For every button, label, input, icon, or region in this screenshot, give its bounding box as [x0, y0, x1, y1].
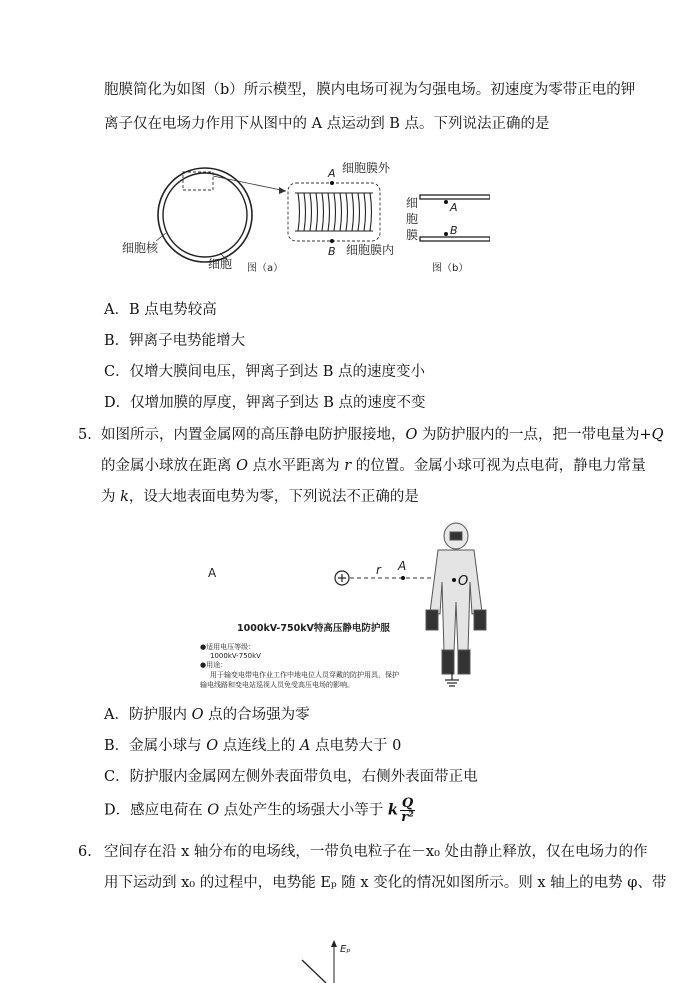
q4-option-c: C．仅增大膜间电压，钾离子到达 B 点的速度变小 [104, 364, 425, 380]
q4-text-line1: 胞膜简化为如图（b）所示模型，膜内电场可视为匀强电场。初速度为零带正电的钾 [104, 82, 636, 98]
bullet-icon: ● [200, 643, 207, 651]
bullet-icon: ● [200, 661, 207, 669]
voltage-head: 适用电压等级： [206, 643, 256, 651]
q5-option-a: A．防护服内 O 点的合场强为零 [104, 707, 310, 723]
membrane-char-3: 膜 [406, 228, 419, 242]
fig-b-point-a: A [450, 201, 458, 214]
q5-line1: 如图所示，内置金属网的高压静电防护服接地，O 为防护服内的一点，把一带电量为+Q [101, 427, 664, 443]
point-b-label: B [328, 245, 336, 258]
q5-fraction: $\frac{Q}{\text{r²}}$ [401, 796, 414, 825]
cell-inner-circle [163, 173, 247, 257]
usage-head: 用途： [206, 661, 228, 669]
q5-option-c: C．防护服内金属网左侧外表面带负电，右侧外表面带正电 [104, 769, 478, 785]
label-outer: 细胞膜外 [342, 161, 391, 175]
q6-line1: 空间存在沿 x 轴分布的电场线，一带负电粒子在－x₀ 处由静止释放，仅在电场力的作 [104, 844, 648, 860]
q4-option-b: B．钾离子电势能增大 [104, 333, 246, 349]
q5-number: 5. [78, 427, 92, 443]
q4-cell-membrane-figure [110, 155, 490, 280]
label-cell: 细胞 [208, 257, 233, 271]
usage-line1: 用于输变电带电作业工作中地电位人员穿戴的防护用具，保护 [210, 671, 399, 679]
q6-ep-graph [290, 938, 370, 983]
ep-axis-label: Eₚ [340, 944, 351, 955]
suit-person [426, 523, 486, 674]
voltage-value: 1000kV-750kV [210, 652, 261, 660]
q4-option-a: A．B 点电势较高 [104, 302, 217, 318]
q6-line2: 用下运动到 x₀ 的过程中，电势能 Eₚ 随 x 变化的情况如图所示。则 x 轴上的电势 φ、带 [104, 875, 667, 891]
q5-line3: 为 k，设大地表面电势为零，下列说法不正确的是 [101, 489, 419, 505]
caption-a: 图（a） [247, 263, 284, 274]
q4-text-line2: 离子仅在电场力作用下从图中的 A 点运动到 B 点。下列说法正确的是 [104, 116, 550, 132]
suit-description [200, 620, 400, 690]
q5-line2: 的金属小球放在距离 O 点水平距离为 r 的位置。金属小球可视为点电荷，静电力常量 [101, 458, 646, 474]
fig-b-point-b: B [450, 224, 458, 237]
q5-option-d: D．感应电荷在 O 点处产生的场强大小等于 k $\frac{Q}{\text{r²}}$ [104, 796, 414, 825]
lipid-bilayer [295, 193, 373, 231]
suit-title: 1000kV-750kV特高压静电防护服 [237, 623, 390, 634]
membrane-zoom-box [288, 183, 380, 241]
membrane-char-1: 细 [406, 196, 419, 210]
label-inner: 细胞膜内 [346, 243, 395, 257]
cell-outer-circle [158, 168, 252, 262]
point-a-label: A [328, 167, 336, 180]
zoom-box [183, 172, 213, 190]
q6-number: 6. [78, 844, 92, 860]
q4-option-d: D．仅增加膜的厚度，钾离子到达 B 点的速度不变 [104, 395, 426, 411]
o-label: O [458, 574, 469, 589]
membrane-char-2: 胞 [406, 212, 419, 226]
fig-side-label: A [208, 566, 217, 580]
usage-line2: 输电线路和变电站巡视人员免受高压电场的影响。 [200, 681, 354, 689]
r-label: r [376, 563, 381, 577]
caption-b: 图（b） [432, 263, 469, 274]
a-label: A [398, 559, 407, 573]
q5-option-b: B．金属小球与 O 点连线上的 A 点电势大于 0 [104, 738, 402, 754]
label-nucleus: 细胞核 [122, 241, 159, 255]
ep-curve [302, 960, 326, 983]
